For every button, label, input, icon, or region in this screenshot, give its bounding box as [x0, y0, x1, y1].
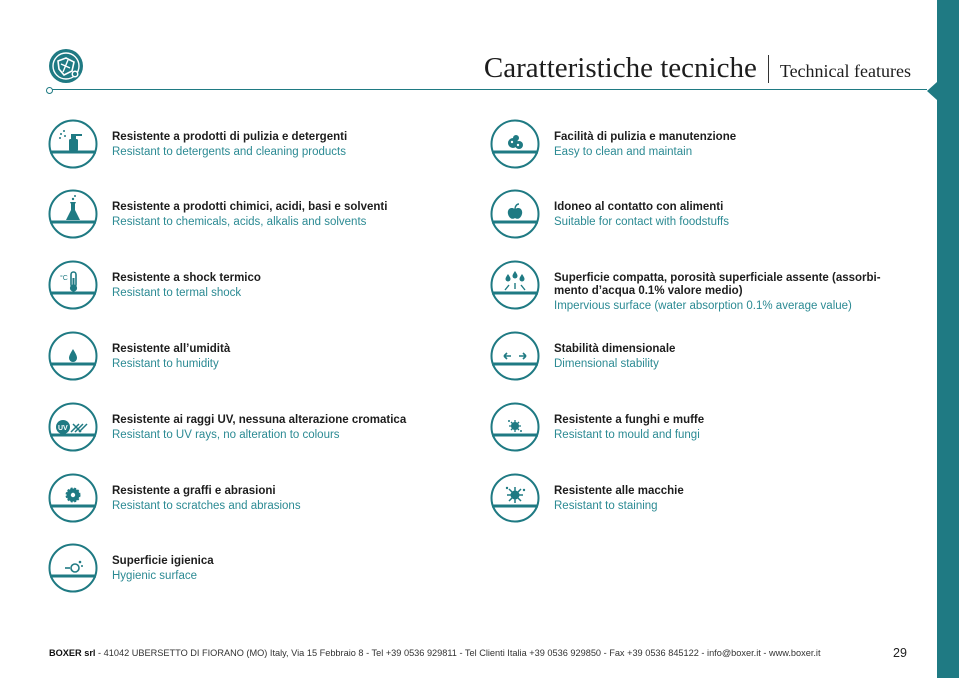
feature-label-it: Resistente a prodotti chimici, acidi, basi e solventi: [112, 201, 388, 213]
feature-label-en: Resistant to mould and fungi: [554, 429, 700, 441]
impervious-surface-icon: [490, 260, 540, 310]
title-english: Technical features: [779, 61, 911, 81]
feature-label-it: Superficie compatta, porosità superficiale assente (assorbi-mento d’acqua 0.1% valore medio): [554, 272, 881, 297]
easy-clean-icon: [490, 119, 540, 169]
feature-label-en: Resistant to termal shock: [112, 287, 242, 299]
feature-label-en: Resistant to humidity: [112, 358, 219, 370]
page-number: 29: [893, 646, 907, 660]
feature-label-it: Resistente a shock termico: [112, 272, 261, 284]
dimensional-arrows-icon: [490, 331, 540, 381]
footer-address: - 41042 UBERSETTO DI FIORANO (MO) Italy, Via 15 Febbraio 8 - Tel +39 0536 929811 - Tel Clienti Italia +39 0536 929850 - Fax +39 0536 845122 - info@boxer.it - www.boxer.it: [95, 648, 821, 658]
mould-fungi-icon: [490, 402, 540, 452]
header-divider: [49, 89, 927, 90]
chemical-flask-icon: [48, 189, 98, 239]
detergent-spray-icon: [48, 119, 98, 169]
title-separator: [768, 55, 769, 83]
footer-contact: [49, 648, 821, 658]
feature-label-it: Facilità di pulizia e manutenzione: [554, 131, 737, 143]
feature-label-it: Resistente a prodotti di pulizia e detergenti: [112, 131, 348, 143]
feature-label-it: Idoneo al contatto con alimenti: [554, 201, 724, 213]
feature-label-it: Resistente a funghi e muffe: [554, 414, 705, 426]
thermometer-icon: [48, 260, 98, 310]
feature-label-it: Resistente ai raggi UV, nessuna alterazione cromatica: [112, 414, 407, 426]
feature-label-it: Resistente a graffi e abrasioni: [112, 485, 276, 497]
feature-label-en: Resistant to staining: [554, 500, 658, 512]
feature-label-it: Superficie igienica: [112, 555, 214, 567]
header-divider-dot: [46, 87, 53, 94]
feature-label-it: Stabilità dimensionale: [554, 343, 676, 355]
feature-label-en: Resistant to scratches and abrasions: [112, 500, 301, 512]
feature-label-en: Impervious surface (water absorption 0.1% average value): [554, 300, 852, 312]
feature-label-en: Dimensional stability: [554, 358, 659, 370]
stain-splash-icon: [490, 473, 540, 523]
feature-label-en: Hygienic surface: [112, 570, 198, 582]
feature-label-en: Suitable for contact with foodstuffs: [554, 216, 729, 228]
feature-label-it: Resistente all’umidità: [112, 343, 231, 355]
svg-text:UV: UV: [58, 425, 68, 432]
water-drop-icon: [48, 331, 98, 381]
page-title: [484, 52, 911, 85]
apple-food-icon: [490, 189, 540, 239]
svg-text:°C: °C: [60, 275, 68, 282]
brand-logo-icon: [48, 48, 84, 84]
side-band-notch: [927, 82, 937, 100]
feature-label-en: Resistant to detergents and cleaning products: [112, 146, 346, 158]
footer-company: BOXER srl: [49, 648, 96, 658]
feature-label-en: Resistant to chemicals, acids, alkalis and solvents: [112, 216, 367, 228]
uv-rays-icon: [48, 402, 98, 452]
feature-label-en: Easy to clean and maintain: [554, 146, 693, 158]
feature-label-en: Resistant to UV rays, no alteration to colours: [112, 429, 340, 441]
side-color-band: [937, 0, 959, 678]
abrasion-disc-icon: [48, 473, 98, 523]
title-italian: Caratteristiche tecniche: [483, 52, 757, 84]
feature-label-it: Resistente alle macchie: [554, 485, 684, 497]
hygienic-surface-icon: [48, 543, 98, 593]
